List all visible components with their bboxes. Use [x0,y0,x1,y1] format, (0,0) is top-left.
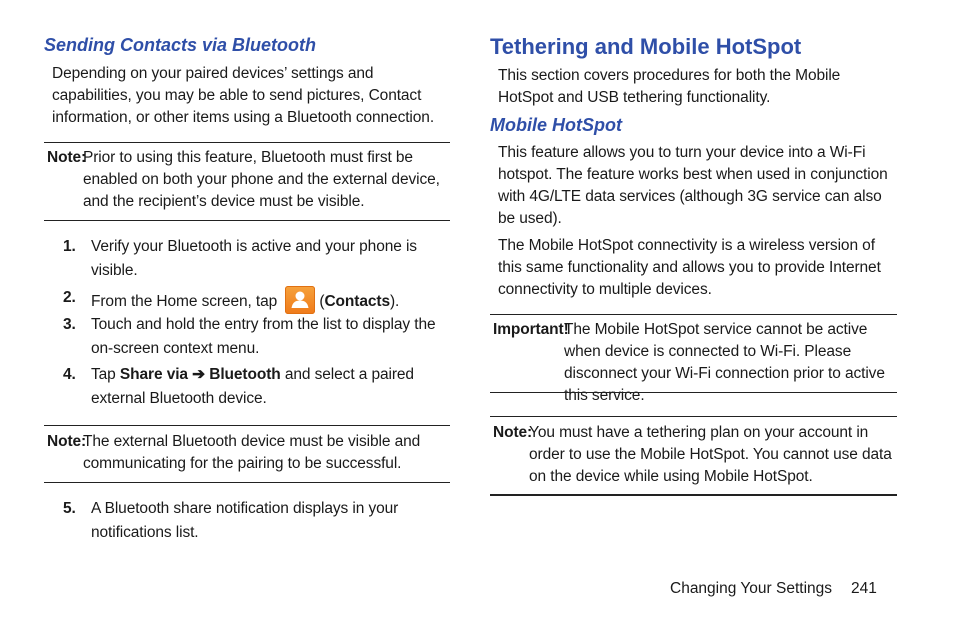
important-label: Important! [493,321,569,338]
page-number: 241 [851,580,877,597]
section-heading-sending-contacts: Sending Contacts via Bluetooth [44,35,317,55]
note-top-rule [44,142,450,143]
note-pairing-visible [47,431,451,475]
step-5 [63,497,413,545]
step-text [63,286,447,314]
step-1 [63,235,437,283]
note2-bottom-rule [44,482,450,483]
step-text: Touch and hold the entry from the list to display the on-screen context menu. [91,316,436,357]
sending-contacts-intro: Depending on your paired devices’ settings and capabilities, you may be able to send pictures, Contact information, or other items using a Bluetooth connection. [52,65,435,126]
note-label: Note: [47,433,87,450]
step-text-open: ( [319,293,325,310]
section-heading-mobile-hotspot: Mobile HotSpot [490,115,622,135]
important-bottom-rule [490,392,897,393]
contacts-app-icon [285,286,315,314]
footer-section-name: Changing Your Settings [670,580,833,597]
step-number: 1. [63,238,76,255]
step-text: Verify your Bluetooth is active and your phone is visible. [91,238,417,279]
important-top-rule [490,314,897,315]
step-number: 5. [63,500,76,517]
note-bottom-rule [490,494,897,496]
tethering-plan-note [493,422,897,488]
note-label: Note: [493,424,533,441]
note-text: You must have a tethering plan on your account in order to use the Mobile HotSpot. You cannot use data on the device while using Mobile HotSpot. [529,424,892,485]
step-number: 2. [63,289,76,306]
hotspot-description: This feature allows you to turn your device into a Wi-Fi hotspot. The feature works best when used in conjunction with 4G/LTE data services (although 3G service can also be used). [498,144,888,227]
important-text: The Mobile HotSpot service cannot be active when device is connected to Wi-Fi. Please disconnect your Wi-Fi connection prior to active this service. [564,321,885,404]
step-text-post: ). [389,293,400,310]
note-text: Prior to using this feature, Bluetooth must first be enabled on both your phone and the external device, and the recipient’s device must be visible. [83,149,440,210]
step-number: 4. [63,366,76,383]
note-top-rule [490,416,897,417]
step-2 [63,286,447,314]
note-label: Note: [47,149,87,166]
hotspot-connectivity: The Mobile HotSpot connectivity is a wireless version of this same functionality and allows you to provide Internet connectivity to multiple devices. [498,237,881,298]
step-3 [63,313,443,361]
note-bottom-rule [44,220,450,221]
note2-top-rule [44,425,450,426]
step-4 [63,363,451,411]
contacts-label: Contacts [324,293,390,310]
important-note [493,319,897,407]
share-via-bluetooth-path: Share via ➔ Bluetooth [119,366,281,383]
note-bluetooth-prereq [47,147,451,213]
step-text-pre: From the Home screen, tap [91,293,278,310]
tethering-intro: This section covers procedures for both the Mobile HotSpot and USB tethering functionality. [498,67,841,106]
step-text: A Bluetooth share notification displays in your notifications list. [91,500,399,541]
note-text: The external Bluetooth device must be visible and communicating for the pairing to be successful. [83,433,421,472]
page-title: Tethering and Mobile HotSpot [490,34,802,59]
step-text-post: and select a paired external Bluetooth device. [91,366,414,407]
step-text-pre: Tap [91,366,120,383]
step-text [63,363,451,411]
step-number: 3. [63,316,76,333]
